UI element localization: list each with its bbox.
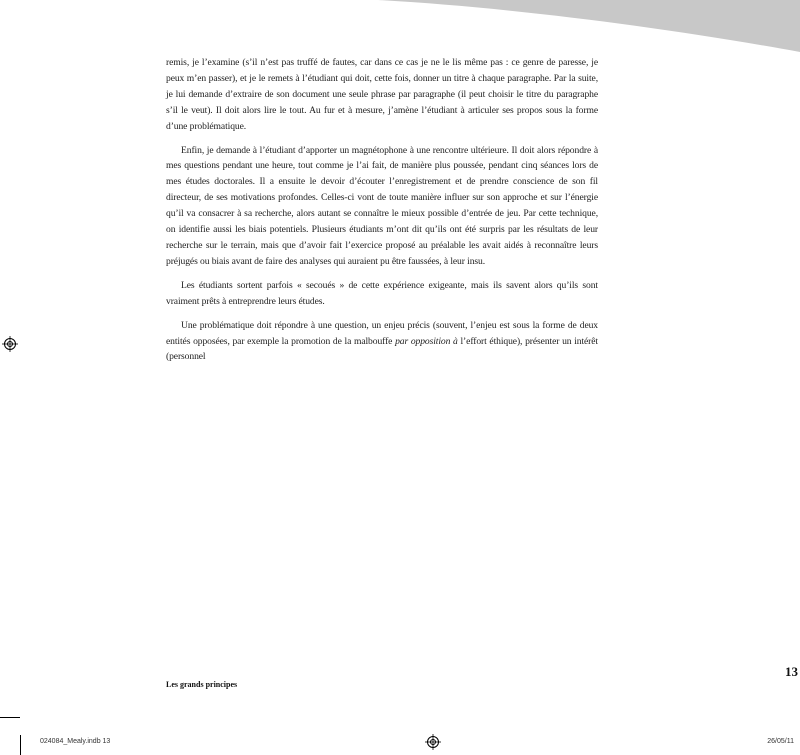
registration-mark-icon	[2, 336, 18, 352]
page-number: 13	[785, 664, 798, 679]
body-text	[166, 55, 598, 373]
slug-date: 26/05/11	[767, 738, 794, 745]
paragraph-4	[166, 318, 598, 366]
paragraph-4-start: Une problématique doit répondre à une question, un enjeu précis (souvent, l’enjeu est sous la forme de deux entités opposées, par exemple la promotion de la malbouffe	[166, 319, 598, 347]
corner-swoosh-decoration	[0, 0, 800, 60]
paragraph-3: Les étudiants sortent parfois « secoués » de cette expérience exigeante, mais ils savent alors qu’ils sont vraiment prêts à entreprendre leurs études.	[166, 279, 598, 307]
running-foot: Les grands principes	[166, 680, 238, 689]
paragraph-4-italic: par opposition à	[395, 335, 458, 347]
paragraph-1: remis, je l’examine (s’il n’est pas truffé de fautes, car dans ce cas je ne le lis même pas : ce genre de paresse, je peux m’en passer), et je le remets à l’étudiant qui doit, cette fois, donner un titre à chaque paragraphe. Par la suite, je lui demande d’extraire de son document une seule phrase par paragraphe (il peut choisir le titre du paragraphe s’il le veut). Il doit alors lire le tout. Au fur et à mesure, j’amène l’étudiant à articuler ses propos sous la forme d’une problématique.	[166, 57, 598, 132]
registration-mark-icon	[425, 734, 441, 750]
slug-file-info: 024084_Mealy.indb 13	[40, 738, 111, 745]
crop-mark	[20, 735, 21, 755]
paragraph-2: Enfin, je demande à l’étudiant d’apporter un magnétophone à une rencontre ultérieure. Il doit alors répondre à mes questions pendant une heure, tout comme je l’ai fait, de manière plus poussée, pendant cinq séances lors de mes études doctorales. Il a ensuite le devoir d’écouter l’enregistrement et de prendre conscience de son fil directeur, de ses motivations profondes. Celles-ci vont de toute manière influer sur son approche et sur l’énergie qu’il va consacrer à sa recherche, alors autant se connaître le mieux possible d’entrée de jeu. Par cette technique, on identifie aussi les biais potentiels. Plusieurs étudiants m’ont dit qu’ils ont été surpris par les résultats de leur recherche sur le terrain, mais que d’avoir fait l’exercice proposé au préalable les avait aidés à reconnaître leurs préjugés ou biais avant de faire des analyses qui auraient pu être faussées, à leur insu.	[166, 144, 598, 267]
paragraph-4-end: l’effort éthique), présenter un intérêt (personnel	[166, 335, 598, 363]
crop-mark	[0, 717, 20, 718]
